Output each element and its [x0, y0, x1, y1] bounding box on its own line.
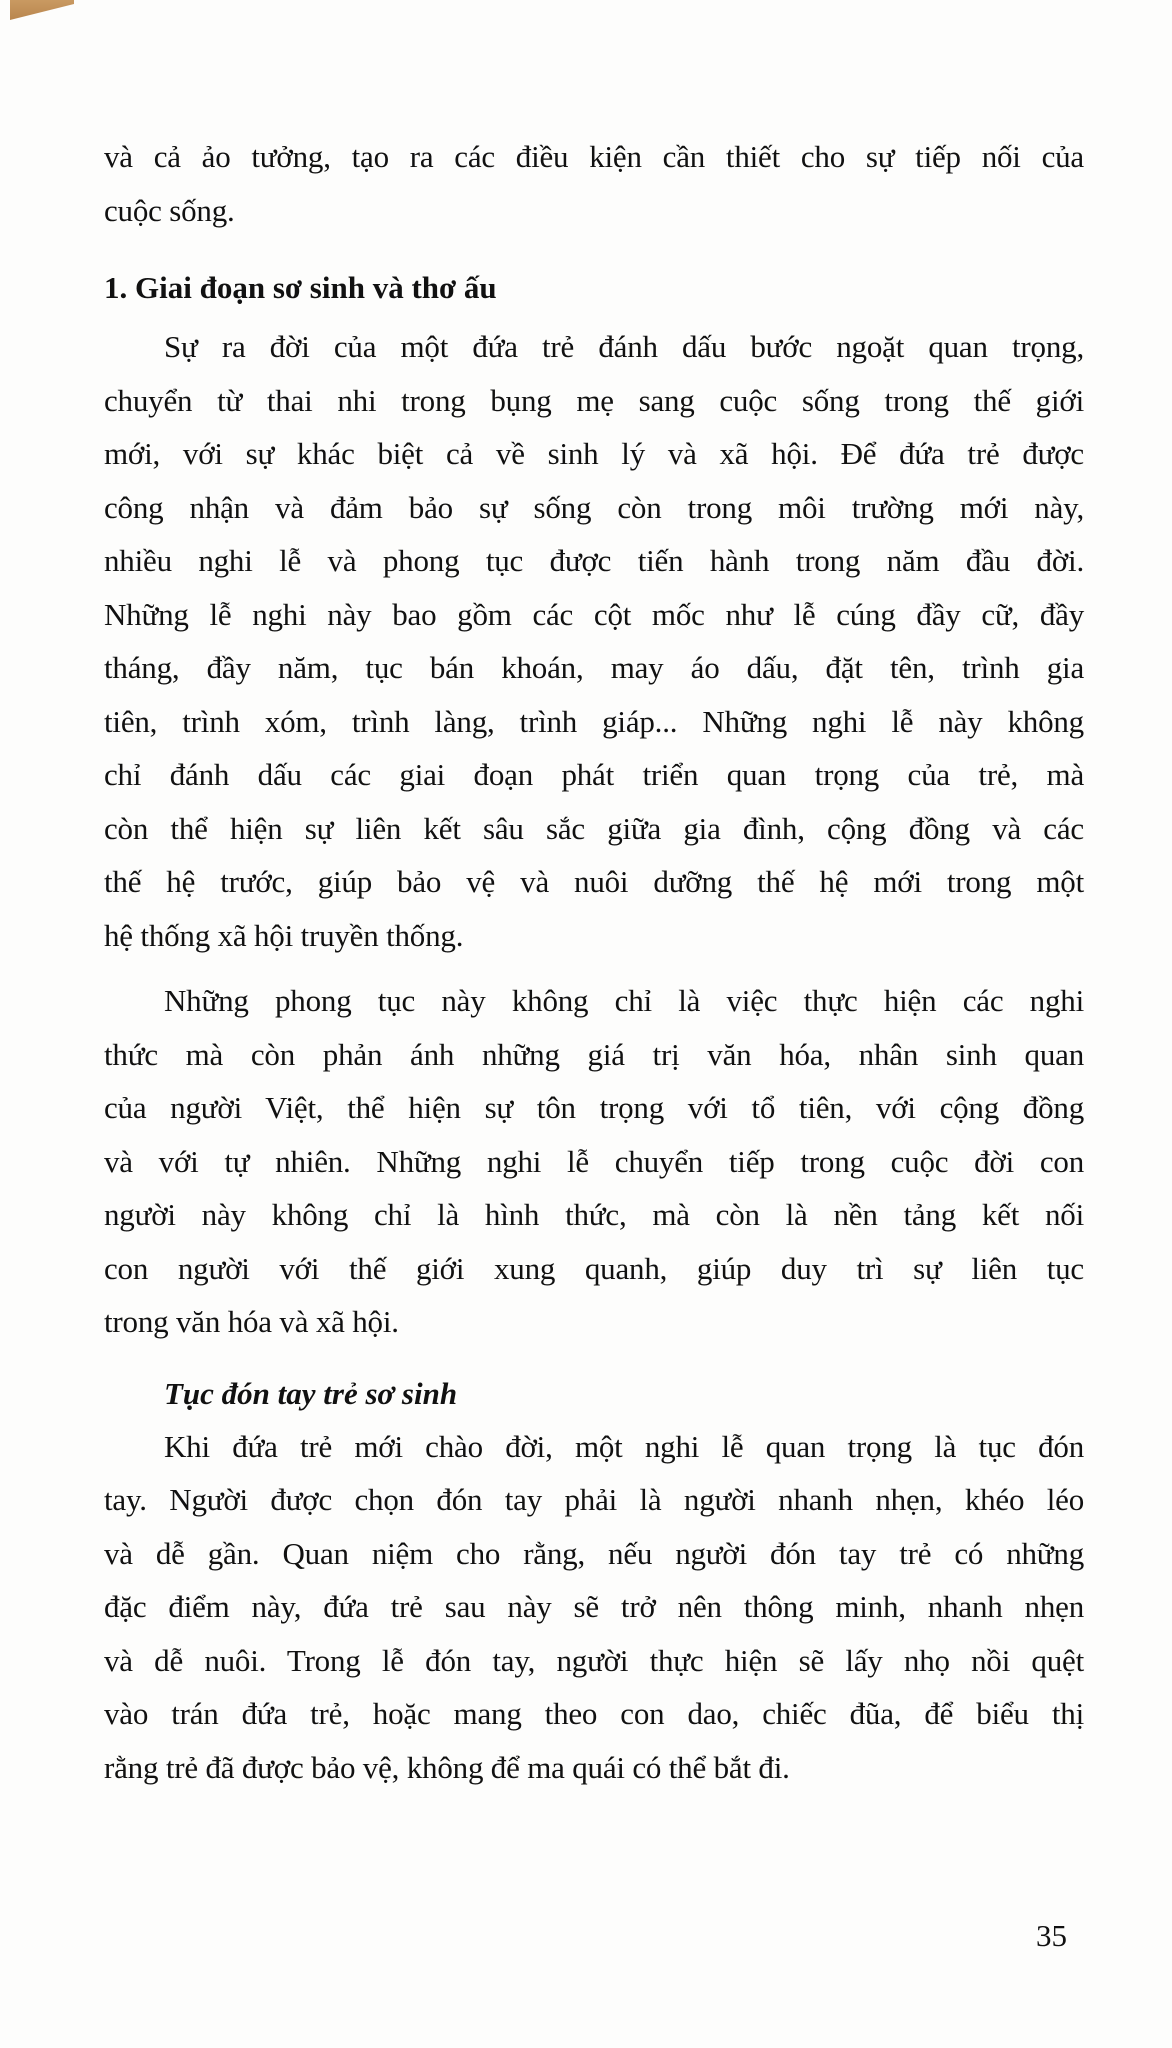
paragraph: [104, 974, 1084, 1349]
section-heading: 1. Giai đoạn sơ sinh và thơ ấu: [104, 270, 497, 305]
text-line: Khi đứa trẻ mới chào đời, một nghi lễ quan trọng là tục đón: [164, 1428, 1084, 1464]
text-line: thế hệ trước, giúp bảo vệ và nuôi dưỡng thế hệ mới trong một: [104, 864, 1084, 899]
text-line: vào trán đứa trẻ, hoặc mang theo con dao, chiếc đũa, để biểu thị: [104, 1696, 1084, 1731]
text-line: hệ thống xã hội truyền thống.: [104, 917, 464, 953]
text-line: đặc điểm này, đứa trẻ sau này sẽ trở nên thông minh, nhanh nhẹn: [104, 1589, 1084, 1624]
text-line: của người Việt, thể hiện sự tôn trọng với tổ tiên, với cộng đồng: [104, 1090, 1084, 1125]
text-line: người này không chỉ là hình thức, mà còn là nền tảng kết nối: [104, 1197, 1084, 1232]
text-line: tay. Người được chọn đón tay phải là người nhanh nhẹn, khéo léo: [104, 1482, 1084, 1517]
page-number: 35: [1036, 1918, 1067, 1953]
text-line: cuộc sống.: [104, 192, 235, 228]
text-line: và dễ nuôi. Trong lễ đón tay, người thực hiện sẽ lấy nhọ nồi quệt: [104, 1642, 1084, 1678]
text-line: và dễ gần. Quan niệm cho rằng, nếu người đón tay trẻ có những: [104, 1535, 1084, 1571]
paragraph: [104, 320, 1084, 962]
text-line: chuyển từ thai nhi trong bụng mẹ sang cuộc sống trong thế giới: [104, 382, 1084, 418]
text-line: mới, với sự khác biệt cả về sinh lý và xã hội. Để đứa trẻ được: [104, 436, 1084, 471]
paragraph-continuation: [104, 130, 1084, 237]
text-line: chỉ đánh dấu các giai đoạn phát triển quan trọng của trẻ, mà: [104, 757, 1084, 792]
text-line: tháng, đầy năm, tục bán khoán, may áo dấu, đặt tên, trình gia: [104, 650, 1084, 685]
text-line: Những phong tục này không chỉ là việc thực hiện các nghi: [164, 983, 1084, 1018]
text-line: và với tự nhiên. Những nghi lễ chuyển tiếp trong cuộc đời con: [104, 1143, 1084, 1179]
text-line: trong văn hóa và xã hội.: [104, 1304, 399, 1339]
text-line: rằng trẻ đã được bảo vệ, không để ma quái có thể bắt đi.: [104, 1749, 790, 1785]
paragraph: [104, 1420, 1084, 1795]
text-line: công nhận và đảm bảo sự sống còn trong môi trường mới này,: [104, 489, 1084, 525]
text-line: nhiều nghi lễ và phong tục được tiến hành trong năm đầu đời.: [104, 543, 1084, 578]
text-line: Những lễ nghi này bao gồm các cột mốc như lễ cúng đầy cữ, đầy: [104, 596, 1084, 632]
subsection-heading: Tục đón tay trẻ sơ sinh: [164, 1375, 458, 1411]
page-corner-scan-artifact: [10, 0, 74, 20]
text-line: tiên, trình xóm, trình làng, trình giáp... Những nghi lễ này không: [104, 703, 1084, 739]
text-line: Sự ra đời của một đứa trẻ đánh dấu bước ngoặt quan trọng,: [164, 329, 1084, 364]
text-line: thức mà còn phản ánh những giá trị văn hóa, nhân sinh quan: [104, 1036, 1084, 1072]
text-line: con người với thế giới xung quanh, giúp duy trì sự liên tục: [104, 1250, 1084, 1286]
book-page: [104, 130, 1084, 1806]
text-line: còn thể hiện sự liên kết sâu sắc giữa gia đình, cộng đồng và các: [104, 810, 1084, 846]
text-line: và cả ảo tưởng, tạo ra các điều kiện cần thiết cho sự tiếp nối của: [104, 139, 1084, 174]
